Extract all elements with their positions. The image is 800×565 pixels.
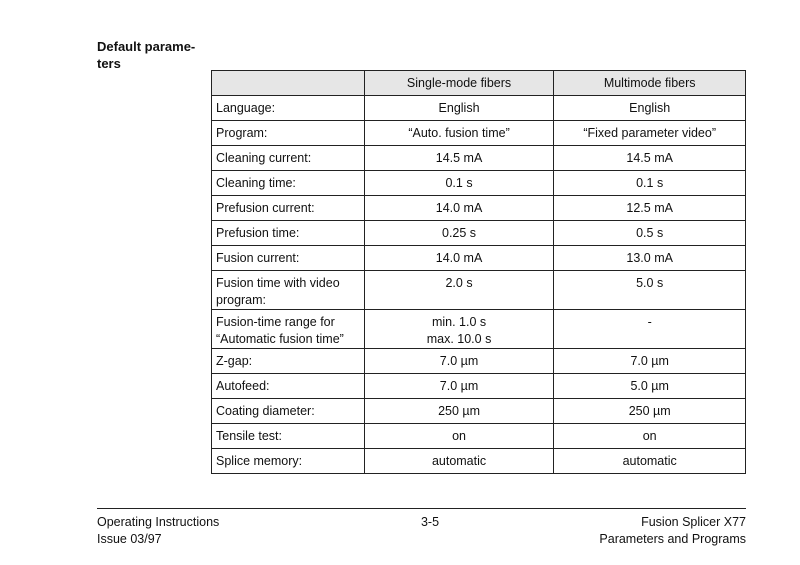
multimode-value-line: “Fixed parameter video”	[583, 126, 717, 140]
single-mode-value-line: min. 1.0 s	[431, 315, 487, 329]
multimode-value	[554, 271, 746, 310]
multimode-value-line: 5.0 s	[636, 276, 664, 290]
table-row	[212, 271, 746, 310]
single-mode-value	[364, 424, 554, 449]
param-label	[212, 121, 365, 146]
table-row	[212, 221, 746, 246]
multimode-value-line: 13.0 mA	[626, 251, 673, 265]
single-mode-value-line: 14.0 mA	[435, 201, 483, 215]
section-heading-line: ters	[97, 56, 121, 71]
param-label	[212, 221, 365, 246]
multimode-value	[554, 146, 746, 171]
default-parameters-table	[211, 70, 746, 474]
footer-right	[599, 514, 746, 548]
param-label	[212, 171, 365, 196]
param-label	[212, 146, 365, 171]
param-label-line: “Automatic fusion time”	[216, 332, 344, 346]
table-row	[212, 310, 746, 349]
single-mode-value-line: 7.0 µm	[439, 354, 479, 368]
multimode-value	[554, 221, 746, 246]
multimode-value	[554, 196, 746, 221]
multimode-value-line: on	[642, 429, 657, 443]
param-label-line: Fusion time with video	[216, 276, 340, 290]
param-label-line: Autofeed:	[216, 379, 270, 393]
param-label	[212, 424, 365, 449]
multimode-value	[554, 171, 746, 196]
single-mode-value-line: automatic	[431, 454, 487, 468]
param-label-line: Prefusion current:	[216, 201, 315, 215]
single-mode-value	[364, 310, 554, 349]
param-label-line: Z-gap:	[216, 354, 253, 368]
table-header-row	[212, 71, 746, 96]
param-label	[212, 246, 365, 271]
param-label	[212, 310, 365, 349]
table-row	[212, 424, 746, 449]
single-mode-value-line: 250 µm	[438, 404, 481, 418]
header-parameter	[212, 71, 365, 96]
footer-chapter: Parameters and Programs	[599, 532, 746, 546]
single-mode-value-line: 0.1 s	[445, 176, 473, 190]
table-row	[212, 449, 746, 474]
multimode-value	[554, 424, 746, 449]
single-mode-value-line: 14.0 mA	[435, 251, 483, 265]
param-label-line: Cleaning current:	[216, 151, 312, 165]
multimode-value	[554, 121, 746, 146]
param-label	[212, 374, 365, 399]
param-label-line: Splice memory:	[216, 454, 303, 468]
footer-issue: Issue 03/97	[97, 532, 162, 546]
param-label	[212, 349, 365, 374]
header-multimode: Multimode fibers	[554, 71, 746, 96]
multimode-value	[554, 349, 746, 374]
single-mode-value	[364, 399, 554, 424]
param-label-line: Language:	[216, 101, 276, 115]
multimode-value-line: -	[647, 315, 652, 329]
multimode-value	[554, 246, 746, 271]
multimode-value-line: 5.0 µm	[630, 379, 669, 393]
table-row	[212, 96, 746, 121]
single-mode-value-line: max. 10.0 s	[426, 332, 492, 346]
multimode-value	[554, 310, 746, 349]
param-label-line: Cleaning time:	[216, 176, 296, 190]
param-label	[212, 449, 365, 474]
param-label	[212, 399, 365, 424]
single-mode-value	[364, 96, 554, 121]
table-row	[212, 146, 746, 171]
single-mode-value	[364, 146, 554, 171]
param-label-line: Coating diameter:	[216, 404, 315, 418]
param-label-line: Fusion current:	[216, 251, 300, 265]
single-mode-value	[364, 221, 554, 246]
single-mode-value	[364, 196, 554, 221]
param-label-line: Program:	[216, 126, 268, 140]
footer-doc-title: Operating Instructions	[97, 515, 220, 529]
page-number: 3-5	[420, 515, 440, 529]
param-label-line: Fusion-time range for	[216, 315, 335, 329]
single-mode-value-line: “Auto. fusion time”	[408, 126, 510, 140]
single-mode-value-line: on	[452, 429, 466, 443]
single-mode-value-line: 0.25 s	[442, 226, 477, 240]
multimode-value-line: 14.5 mA	[626, 151, 673, 165]
single-mode-value-line: 2.0 s	[445, 276, 473, 290]
param-label	[212, 96, 365, 121]
single-mode-value	[364, 171, 554, 196]
section-heading	[97, 38, 207, 72]
footer-rule	[97, 508, 746, 509]
single-mode-value	[364, 449, 554, 474]
single-mode-value	[364, 121, 554, 146]
table-row	[212, 196, 746, 221]
single-mode-value-line: 14.5 mA	[435, 151, 483, 165]
table-row	[212, 374, 746, 399]
multimode-value-line: 250 µm	[628, 404, 671, 418]
multimode-value-line: 7.0 µm	[630, 354, 669, 368]
single-mode-value	[364, 349, 554, 374]
multimode-value-line: automatic	[622, 454, 677, 468]
section-heading-line: Default parame-	[97, 39, 196, 54]
multimode-value-line: 0.1 s	[636, 176, 664, 190]
multimode-value	[554, 449, 746, 474]
footer-left	[97, 514, 219, 548]
header-single-mode: Single-mode fibers	[364, 71, 554, 96]
single-mode-value	[364, 246, 554, 271]
table-row	[212, 349, 746, 374]
multimode-value	[554, 399, 746, 424]
multimode-value	[554, 374, 746, 399]
multimode-value-line: English	[629, 101, 671, 115]
single-mode-value	[364, 271, 554, 310]
param-label	[212, 196, 365, 221]
param-label-line: program:	[216, 293, 267, 307]
multimode-value-line: 0.5 s	[636, 226, 664, 240]
multimode-value	[554, 96, 746, 121]
param-label-line: Prefusion time:	[216, 226, 300, 240]
footer-product: Fusion Splicer X77	[641, 515, 746, 529]
multimode-value-line: 12.5 mA	[626, 201, 673, 215]
param-label	[212, 271, 365, 310]
single-mode-value-line: English	[438, 101, 480, 115]
param-label-line: Tensile test:	[216, 429, 283, 443]
table-row	[212, 399, 746, 424]
table-row	[212, 121, 746, 146]
table-row	[212, 246, 746, 271]
table-row	[212, 171, 746, 196]
single-mode-value-line: 7.0 µm	[439, 379, 479, 393]
single-mode-value	[364, 374, 554, 399]
